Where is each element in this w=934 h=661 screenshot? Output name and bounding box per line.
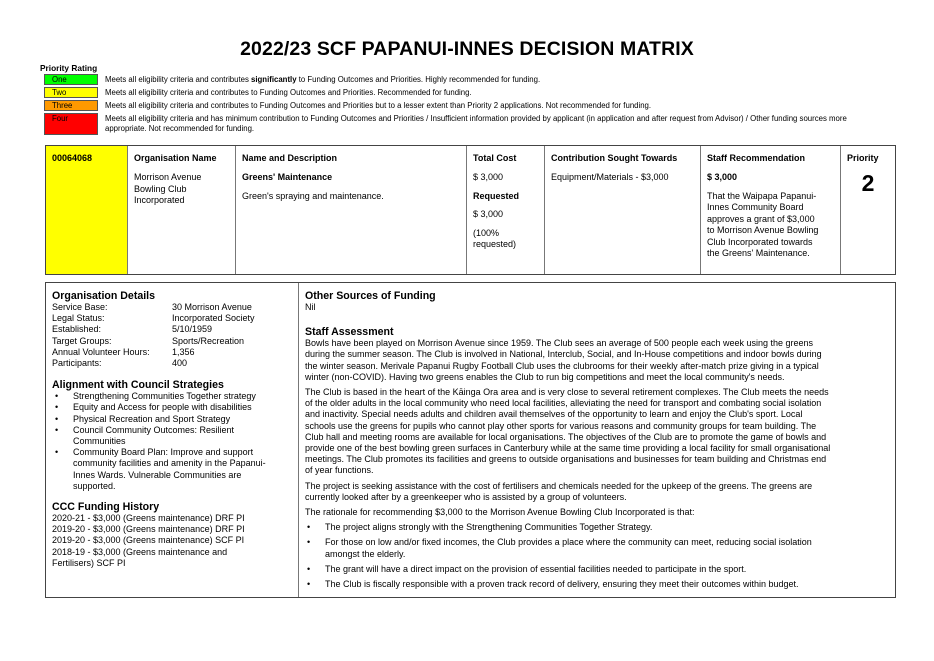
assessment-line: the winter season. Merivale Papanui Rugby Football Club uses the clubrooms for their weekly after-match prize giving in a typical (305, 360, 819, 371)
total-cost-value: $ 3,000 (473, 172, 504, 182)
alignment-item-line: • Equity and Access for people with disabilities (73, 402, 252, 413)
staff-recommendation-text: approves a grant of $3,000 (707, 213, 815, 224)
rationale-bullet (305, 537, 885, 559)
rationale-bullet (305, 564, 885, 575)
staff-recommendation-amount: $ 3,000 (707, 172, 738, 182)
legend-desc-two: Meets all eligibility criteria and contributes to Funding Outcomes and Priorities. Recommended for funding. (105, 88, 472, 97)
total-cost-cell (467, 146, 545, 274)
alignment-item-line: Innes Wards. Vulnerable Communities are (73, 469, 242, 480)
priority-header: Priority (847, 153, 879, 163)
requested-amount: $ 3,000 (473, 209, 504, 219)
assessment-line: provide one of the best bowling green surfaces in Canterbury while at the same time providing a local facility for small organisational (305, 443, 831, 454)
org-detail-value: Sports/Recreation (172, 335, 245, 346)
funding-history-line: 2018-19 - $3,000 (Greens maintenance and (52, 546, 228, 557)
assessment-line: The Club is based in the heart of the Kāinga Ora area and is very close to several retirement complexes. The Club meets the needs (305, 387, 829, 398)
contribution-header: Contribution Sought Towards (551, 153, 678, 163)
org-detail-key: Established: (52, 324, 102, 335)
org-detail-row (52, 347, 298, 358)
staff-recommendation-text: to Morrison Avenue Bowling (707, 225, 819, 235)
funding-history-line: 2019-20 - $3,000 (Greens maintenance) DRF PI (52, 524, 245, 535)
funding-history-line: Fertilisers) SCF PI (52, 557, 126, 568)
application-id-cell (46, 146, 128, 274)
org-name-line: Morrison Avenue (134, 172, 202, 182)
org-detail-row (52, 324, 298, 335)
name-description-cell (236, 146, 467, 274)
assessment-line: Bowls have been played on Morrison Avenue since 1959. The Club sees an average of 500 people each week using the greens (305, 338, 814, 349)
legend-row-four (44, 113, 874, 135)
other-funding-value: Nil (305, 302, 316, 312)
funding-history-heading: CCC Funding History (52, 501, 160, 514)
alignment-item-line: • Physical Recreation and Sport Strategy (73, 413, 231, 424)
assessment-line: winter (non-COVID). Having two greens enables the Club to run big competitions and meet the local community's needs. (305, 371, 785, 382)
org-detail-key: Legal Status: (52, 313, 105, 324)
legend-row-one (44, 74, 874, 87)
legend-swatch-one: One (44, 74, 98, 85)
other-funding-heading: Other Sources of Funding (305, 290, 436, 302)
alignment-item (52, 391, 298, 402)
legend-swatch-three: Three (44, 100, 98, 111)
requested-label: Requested (473, 190, 520, 201)
assessment-paragraph (305, 507, 885, 518)
funding-history-line: 2020-21 - $3,000 (Greens maintenance) DRF PI (52, 513, 245, 524)
assessment-line: of year functions. (305, 465, 374, 476)
staff-recommendation-text: Innes Community Board (707, 202, 804, 212)
org-detail-value: 400 (172, 358, 188, 369)
alignment-item (52, 425, 298, 447)
assessment-line: Club hall and meeting rooms are available for local organisations. The objectives of the Club are to promote the game of bowls and (305, 431, 827, 442)
assessment-paragraph (305, 338, 885, 383)
alignment-item (52, 402, 298, 413)
total-cost-header: Total Cost (473, 153, 517, 163)
left-panel (46, 283, 299, 597)
alignment-item-line: • Strengthening Communities Together strategy (73, 391, 256, 402)
assessment-paragraph (305, 387, 885, 477)
requested-percent: (100% (473, 227, 500, 238)
priority-rating-label: Priority Rating (40, 63, 98, 73)
assessment-line: schools use the greens for pupils who cannot play other sports for various reasons and community groups for team building. The (305, 420, 817, 431)
legend-desc-text: to Funding Outcomes and Priorities. Highly recommended for funding. (296, 75, 541, 84)
funding-history-line: 2019-20 - $3,000 (Greens maintenance) SCF PI (52, 535, 245, 546)
org-detail-row (52, 336, 298, 347)
name-description-header: Name and Description (242, 153, 338, 163)
contribution-value: Equipment/Materials - $3,000 (551, 172, 669, 182)
application-summary-table (45, 145, 896, 275)
page-title: 2022/23 SCF PAPANUI-INNES DECISION MATRIX (240, 38, 694, 60)
assessment-line: and inactivity. Special needs adults and children avail themselves of the opportunity to learn and enjoy the Club's sport. Local (305, 409, 803, 420)
rationale-line: • For those on low and/or fixed incomes, the Club provides a place where the community can meet, reducing social isolation (325, 537, 812, 548)
rationale-line: amongst the elderly. (325, 548, 406, 559)
org-detail-value: 30 Morrison Avenue (172, 302, 252, 312)
org-detail-value: 1,356 (172, 346, 195, 357)
details-box (45, 282, 896, 598)
assessment-line: during the summer season. The Club is involved in National, Interclub, Social, and In-House competitions and indoor bowls during (305, 349, 822, 360)
alignment-item-line: supported. (73, 480, 116, 491)
staff-recommendation-cell (701, 146, 841, 274)
org-details-heading: Organisation Details (52, 290, 156, 302)
org-name-line: Incorporated (134, 195, 185, 205)
alignment-item-line: Communities (73, 436, 126, 447)
legend-row-three (44, 100, 874, 113)
assessment-line: of the older adults in the local community who need local facilities, alleviating the need for transport and combating social isolation (305, 398, 822, 409)
rationale-line: • The project aligns strongly with the Strengthening Communities Together Strategy. (325, 522, 653, 533)
assessment-line: currently looked after by a greenkeeper who is assisted by a group of volunteers. (305, 491, 627, 502)
legend-desc-text: Meets all eligibility criteria and contributes (105, 75, 252, 84)
project-name: Greens' Maintenance (242, 172, 333, 182)
legend-swatch-two: Two (44, 87, 98, 98)
staff-recommendation-header: Staff Recommendation (707, 153, 806, 163)
org-detail-key: Service Base: (52, 302, 108, 312)
legend-swatch-four: Four (44, 113, 98, 135)
staff-recommendation-text: That the Waipapa Papanui- (707, 190, 817, 201)
alignment-item (52, 414, 298, 425)
legend-desc-three: Meets all eligibility criteria and contributes to Funding Outcomes and Priorities but to a lesser extent than Priority 2 applications. Not recommended for funding. (105, 101, 652, 110)
priority-cell (841, 146, 895, 274)
org-detail-key: Participants: (52, 358, 102, 369)
org-detail-row (52, 302, 298, 313)
legend-desc-bold: significantly (251, 75, 297, 84)
right-panel (299, 283, 895, 597)
org-detail-row (52, 358, 298, 369)
contribution-cell (545, 146, 701, 274)
staff-recommendation-text: the Greens' Maintenance. (707, 248, 810, 258)
requested-percent: requested) (473, 239, 517, 249)
rationale-bullet (305, 579, 885, 590)
rationale-line: • The Club is fiscally responsible with a proven track record of delivery, ensuring they meet their outcomes within budget. (325, 579, 799, 590)
assessment-line: The rationale for recommending $3,000 to the Morrison Avenue Bowling Club Incorporated is that: (305, 507, 695, 518)
staff-assessment-heading: Staff Assessment (305, 326, 394, 339)
staff-recommendation-text: Club Incorporated towards (707, 236, 813, 247)
project-description: Green's spraying and maintenance. (242, 190, 384, 201)
application-id: 00064068 (52, 153, 93, 163)
priority-value: 2 (861, 170, 875, 196)
legend-desc-one (105, 75, 875, 85)
assessment-paragraph (305, 481, 885, 503)
legend-desc-four: Meets all eligibility criteria and has minimum contribution to Funding Outcomes and Priorities / Insufficient information provided by applicant (in application and after request from Advisor) / Other funding sources more appropriate. Not recommended for funding. (105, 114, 847, 133)
alignment-item-line: • Community Board Plan: Improve and support (73, 447, 254, 458)
assessment-line: The project is seeking assistance with the cost of fertilisers and chemicals needed for the upkeep of the greens. The greens are (305, 480, 813, 491)
priority-legend (44, 74, 874, 135)
alignment-item-line: community facilities and amenity in the Papanui- (73, 458, 266, 469)
rationale-bullet (305, 522, 885, 533)
org-name-header: Organisation Name (134, 153, 217, 163)
org-detail-value: Incorporated Society (172, 313, 255, 324)
org-name-cell (128, 146, 236, 274)
org-detail-value: 5/10/1959 (172, 324, 213, 335)
alignment-item (52, 447, 298, 492)
legend-row-two (44, 87, 874, 100)
org-detail-key: Annual Volunteer Hours: (52, 346, 150, 357)
org-name-line: Bowling Club (134, 183, 187, 194)
org-detail-row (52, 313, 298, 324)
alignment-heading: Alignment with Council Strategies (52, 379, 224, 392)
org-detail-key: Target Groups: (52, 335, 112, 346)
assessment-line: meetings. The Club promotes its facilities and greens to outside organisations and businesses for team building and Christmas end (305, 454, 827, 465)
rationale-line: • The grant will have a direct impact on the provision of essential facilities needed to participate in the sport. (325, 563, 747, 574)
alignment-item-line: • Council Community Outcomes: Resilient (73, 424, 235, 435)
